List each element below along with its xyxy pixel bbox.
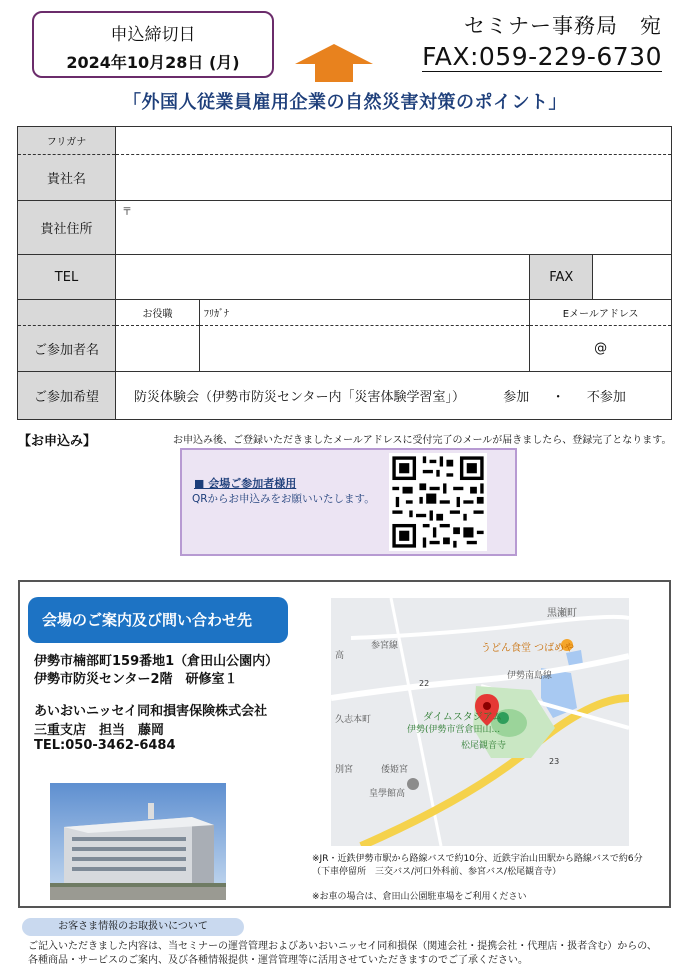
tel-label: TEL [18, 255, 116, 300]
position-label: お役職 [116, 300, 200, 326]
access-info [312, 853, 643, 879]
contact-company: あいおいニッセイ同和損害保険株式会社 [34, 704, 268, 719]
map-label: 伊勢南島線 [507, 671, 553, 681]
access-car: ※お車の場合は、倉田山公園駐車場をご利用ください [312, 892, 527, 902]
access-line1: ※JR・近鉄伊勢市駅から路線バスで約10分、近鉄宇治山田駅から路線バスで約6分 [312, 854, 643, 864]
seminar-office [422, 10, 662, 71]
access-line2: （下車停留所 三交バス/河口外科前、参宮バス/松尾観音寺） [312, 867, 562, 877]
map-label: ダイムスタジアム [423, 712, 503, 723]
map-label: うどん食堂 つばめや [481, 643, 575, 654]
venue-address2: 伊勢市防災センター2階 研修室１ [34, 672, 238, 687]
venue-map[interactable] [331, 598, 629, 846]
fax-input[interactable] [593, 255, 671, 299]
map-label: 高 [335, 651, 345, 661]
position-input[interactable] [116, 326, 200, 372]
map-label: 参宮線 [371, 641, 399, 651]
map-label: 久志本町 [335, 715, 372, 725]
fax-label: FAX [530, 255, 593, 299]
privacy-heading: お客さま情報のお取扱いについて [22, 918, 244, 936]
wish-label: ご参加希望 [18, 372, 116, 420]
deadline-label: 申込締切日 [110, 25, 196, 45]
contact-tel: TEL:050-3462-6484 [34, 738, 176, 753]
qr-heading: ■ 会場ご参加者様用 [194, 477, 297, 490]
seminar-title: 「外国人従業員雇用企業の自然災害対策のポイント」 [123, 92, 567, 113]
event-name: 防災体験会（伊勢市防災センター内「災害体験学習室」） [134, 390, 465, 405]
map-label: 22 [419, 679, 430, 688]
application-form [17, 126, 672, 420]
option-separator: ・ [551, 390, 565, 405]
address-input[interactable] [116, 201, 672, 255]
apply-note: お申込み後、ご登録いただきましたメールアドレスに受付完了のメールが届きましたら、登録完了となります。 [173, 435, 672, 446]
company-input[interactable] [116, 155, 672, 201]
qr-application-box [180, 448, 517, 556]
qr-code-icon[interactable] [389, 453, 487, 551]
map-label: 松尾観音寺 [461, 741, 507, 751]
participant-label: ご参加者名 [18, 326, 116, 372]
up-arrow-icon [295, 44, 373, 82]
map-label: 黒瀬町 [547, 608, 577, 619]
furigana-label: フリガナ [18, 127, 116, 155]
map-label: 伊勢(伊勢市営倉田山... [407, 725, 501, 735]
venue-heading: 会場のご案内及び問い合わせ先 [28, 597, 288, 643]
postal-mark: 〒 [122, 207, 132, 218]
privacy-line1: ご記入いただきました内容は、当セミナーの運営管理およびあいおいニッセイ同和損保（関連会社・提携会社・代理店・扱者含む）からの、 [28, 941, 657, 952]
privacy-line2: 各種商品・サービスのご案内、及び各種情報提供・運営管理等に活用させていただきますのでご了承ください。 [28, 955, 528, 966]
building-photo [50, 783, 226, 900]
deadline-box [32, 11, 274, 78]
company-label: 貴社名 [18, 155, 116, 201]
deadline-date: 2024年10月28日 (月) [66, 53, 240, 72]
map-label: 皇學館高 [369, 789, 406, 799]
map-label: 23 [549, 757, 560, 766]
venue-address1: 伊勢市楠部町159番地1（倉田山公園内） [34, 654, 279, 669]
office-name: セミナー事務局 宛 [464, 14, 662, 38]
participant-name-input[interactable] [200, 326, 530, 372]
address-label: 貴社住所 [18, 201, 116, 255]
map-label: 倭姫宮 [381, 765, 409, 775]
fax-number: FAX:059-229-6730 [422, 42, 662, 71]
apply-heading: 【お申込み】 [18, 434, 97, 449]
furigana-input[interactable] [116, 127, 672, 155]
map-label: 別宮 [335, 765, 354, 775]
qr-text: QRからお申込みをお願いいたします。 [192, 493, 375, 505]
email-input[interactable] [530, 326, 672, 372]
email-label: Eメールアドレス [530, 300, 672, 326]
attend-option[interactable]: 参加 [503, 390, 530, 405]
at-mark: @ [594, 341, 608, 356]
tel-input[interactable] [116, 255, 530, 300]
furigana2-label: ﾌﾘｶﾞﾅ [200, 300, 530, 326]
privacy-text [28, 940, 657, 968]
contact-branch: 三重支店 担当 藤岡 [34, 723, 165, 738]
not-attend-option[interactable]: 不参加 [586, 390, 626, 405]
